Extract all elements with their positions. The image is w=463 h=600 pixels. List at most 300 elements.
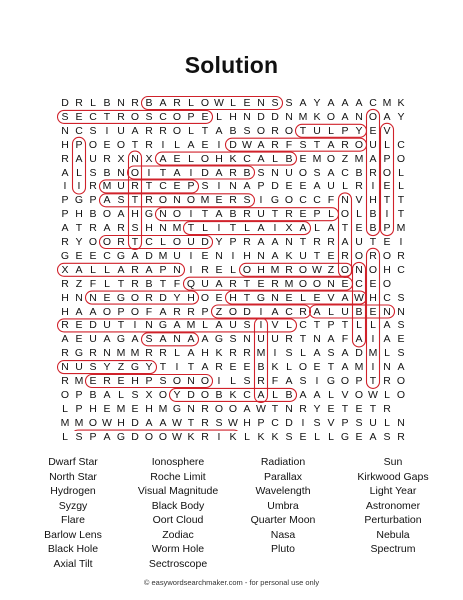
grid-letter: H bbox=[215, 152, 223, 165]
grid-letter: S bbox=[201, 180, 209, 193]
grid-letter: L bbox=[244, 222, 250, 235]
word-list-item: Hydrogen bbox=[50, 485, 96, 497]
grid-letter: E bbox=[383, 180, 391, 193]
grid-letter: M bbox=[200, 194, 210, 207]
grid-letter: T bbox=[159, 361, 167, 374]
grid-letter: R bbox=[145, 291, 153, 304]
grid-letter: U bbox=[313, 124, 321, 137]
grid-letter: A bbox=[271, 236, 279, 248]
grid-letter: Y bbox=[313, 97, 321, 109]
grid-letter: W bbox=[256, 402, 266, 415]
grid-letter: P bbox=[355, 375, 363, 387]
grid-letter: W bbox=[172, 430, 182, 443]
grid-letter: A bbox=[117, 208, 125, 221]
grid-letter: T bbox=[341, 319, 349, 332]
grid-letter: R bbox=[117, 110, 125, 123]
grid-letter: T bbox=[229, 222, 237, 235]
grid-letter: M bbox=[312, 152, 322, 165]
grid-letter: I bbox=[217, 138, 221, 151]
word-list-column bbox=[340, 455, 446, 557]
grid-letter: E bbox=[215, 194, 223, 207]
grid-letter: S bbox=[89, 361, 97, 374]
grid-letter: O bbox=[172, 110, 182, 123]
grid-letter: O bbox=[158, 194, 168, 207]
grid-letter: V bbox=[383, 124, 391, 137]
grid-letter: E bbox=[243, 361, 251, 374]
grid-letter: C bbox=[145, 236, 153, 248]
grid-letter: O bbox=[242, 263, 252, 276]
grid-letter: K bbox=[257, 430, 265, 443]
grid-letter: Z bbox=[75, 277, 83, 290]
grid-letter: R bbox=[75, 97, 83, 109]
grid-letter: R bbox=[243, 236, 251, 248]
grid-letter: U bbox=[341, 305, 349, 318]
grid-letter: N bbox=[243, 110, 251, 123]
grid-letter: A bbox=[103, 430, 111, 443]
grid-letter: S bbox=[243, 124, 251, 137]
grid-letter: I bbox=[217, 222, 221, 235]
grid-letter: G bbox=[158, 319, 168, 332]
grid-letter: E bbox=[229, 361, 237, 374]
grid-letter: C bbox=[299, 194, 307, 207]
grid-letter: A bbox=[187, 333, 195, 346]
grid-letter: A bbox=[327, 333, 335, 346]
grid-letter: U bbox=[75, 361, 83, 374]
grid-letter: R bbox=[243, 208, 251, 221]
grid-letter: R bbox=[327, 236, 335, 248]
grid-letter: A bbox=[271, 249, 279, 262]
grid-letter: R bbox=[61, 375, 69, 387]
grid-letter: A bbox=[313, 305, 321, 318]
word-list-item: Sectroscope bbox=[148, 557, 208, 570]
grid-letter: X bbox=[145, 152, 153, 165]
grid-letter: U bbox=[285, 166, 293, 179]
grid-letter: O bbox=[368, 110, 378, 123]
grid-letter: E bbox=[397, 333, 405, 346]
grid-letter: O bbox=[326, 152, 336, 165]
grid-letter: T bbox=[117, 319, 125, 332]
grid-letter: L bbox=[328, 208, 334, 221]
grid-letter: M bbox=[396, 222, 406, 235]
grid-letter: A bbox=[159, 333, 167, 346]
grid-letter: F bbox=[271, 375, 279, 387]
grid-letter: C bbox=[271, 416, 279, 429]
grid-letter: S bbox=[383, 430, 391, 443]
grid-letter: I bbox=[385, 208, 389, 221]
grid-letter: E bbox=[285, 180, 293, 193]
grid-letter: X bbox=[61, 263, 69, 276]
grid-letter: S bbox=[243, 375, 251, 387]
grid-letter: E bbox=[215, 263, 223, 276]
grid-letter: E bbox=[243, 97, 251, 109]
grid-letter: O bbox=[88, 236, 98, 248]
grid-letter: S bbox=[397, 319, 405, 332]
grid-letter: C bbox=[243, 152, 251, 165]
grid-letter: R bbox=[89, 222, 97, 235]
grid-letter: D bbox=[61, 97, 69, 109]
word-list-item: Black Body bbox=[151, 499, 205, 512]
grid-letter: E bbox=[341, 277, 349, 290]
word-list-item: Radiation bbox=[260, 456, 306, 468]
grid-letter: O bbox=[284, 124, 294, 137]
grid-letter: U bbox=[369, 138, 377, 151]
grid-letter: W bbox=[368, 388, 378, 401]
grid-letter: D bbox=[285, 416, 293, 429]
grid-letter: L bbox=[160, 236, 166, 248]
grid-letter: L bbox=[384, 416, 390, 429]
grid-letter: O bbox=[172, 208, 182, 221]
grid-letter: S bbox=[229, 333, 237, 346]
grid-letter: A bbox=[89, 305, 97, 318]
grid-letter: Z bbox=[327, 263, 335, 276]
grid-letter: U bbox=[201, 277, 209, 290]
grid-letter: M bbox=[186, 319, 196, 332]
grid-letter: F bbox=[285, 138, 293, 151]
grid-letter: X bbox=[285, 222, 293, 235]
grid-letter: O bbox=[130, 110, 140, 123]
grid-letter: R bbox=[201, 430, 209, 443]
grid-letter: H bbox=[383, 263, 391, 276]
word-list-item: Visual Magnitude bbox=[137, 485, 219, 497]
grid-letter: R bbox=[117, 236, 125, 248]
grid-letter: I bbox=[217, 430, 221, 443]
grid-letter: A bbox=[61, 222, 69, 235]
grid-letter: O bbox=[298, 263, 308, 276]
grid-letter: D bbox=[201, 166, 209, 179]
grid-letter: C bbox=[313, 194, 321, 207]
grid-letter: N bbox=[103, 347, 111, 360]
grid-letter: L bbox=[174, 347, 180, 360]
grid-letter: N bbox=[187, 375, 195, 387]
grid-letter: B bbox=[369, 208, 377, 221]
word-list-item: Pluto bbox=[271, 543, 295, 555]
grid-letter: A bbox=[257, 236, 265, 248]
grid-letter: M bbox=[74, 375, 84, 387]
grid-letter: R bbox=[131, 277, 139, 290]
grid-letter: A bbox=[257, 388, 265, 401]
grid-letter: A bbox=[313, 347, 321, 360]
grid-letter: L bbox=[398, 180, 404, 193]
grid-letter: I bbox=[147, 166, 151, 179]
grid-letter: N bbox=[257, 97, 265, 109]
grid-letter: N bbox=[397, 416, 405, 429]
word-list-item: North Star bbox=[49, 470, 97, 483]
grid-letter: A bbox=[257, 138, 265, 151]
grid-letter: O bbox=[214, 402, 224, 415]
grid-letter: U bbox=[117, 180, 125, 193]
grid-letter: P bbox=[327, 319, 335, 332]
grid-letter: U bbox=[103, 319, 111, 332]
grid-letter: A bbox=[61, 333, 69, 346]
grid-letter: Y bbox=[145, 361, 153, 374]
grid-letter: B bbox=[285, 388, 293, 401]
grid-letter: O bbox=[396, 375, 406, 387]
grid-letter: M bbox=[382, 97, 392, 109]
grid-letter: A bbox=[131, 124, 139, 137]
grid-letter: O bbox=[382, 166, 392, 179]
grid-letter: E bbox=[313, 291, 321, 304]
grid-letter: R bbox=[61, 347, 69, 360]
grid-letter: A bbox=[341, 236, 349, 248]
grid-letter: N bbox=[215, 249, 223, 262]
grid-letter: L bbox=[62, 430, 68, 443]
grid-letter: E bbox=[299, 208, 307, 221]
grid-letter: S bbox=[285, 97, 293, 109]
grid-letter: S bbox=[75, 430, 83, 443]
grid-letter: A bbox=[215, 124, 223, 137]
grid-letter: R bbox=[201, 402, 209, 415]
grid-letter: R bbox=[131, 180, 139, 193]
grid-letter: D bbox=[243, 305, 251, 318]
grid-letter: A bbox=[397, 361, 405, 374]
grid-letter: M bbox=[354, 361, 364, 374]
grid-letter: R bbox=[187, 305, 195, 318]
grid-letter: R bbox=[173, 305, 181, 318]
grid-letter: C bbox=[355, 277, 363, 290]
grid-letter: E bbox=[299, 430, 307, 443]
grid-letter: L bbox=[244, 430, 250, 443]
grid-letter: C bbox=[89, 110, 97, 123]
grid-letter: T bbox=[271, 208, 279, 221]
grid-letter: P bbox=[61, 208, 69, 221]
grid-letter: R bbox=[145, 194, 153, 207]
page-title: Solution bbox=[184, 52, 279, 78]
grid-letter: A bbox=[215, 166, 223, 179]
grid-letter: V bbox=[355, 194, 363, 207]
grid-letter: E bbox=[103, 291, 111, 304]
grid-letter: O bbox=[396, 388, 406, 401]
grid-letter: H bbox=[131, 208, 139, 221]
grid-letter: A bbox=[215, 319, 223, 332]
grid-letter: R bbox=[89, 347, 97, 360]
grid-letters bbox=[57, 95, 407, 443]
grid-letter: A bbox=[201, 361, 209, 374]
grid-letter: O bbox=[228, 402, 238, 415]
grid-letter: O bbox=[130, 305, 140, 318]
grid-letter: P bbox=[187, 110, 195, 123]
grid-letter: I bbox=[259, 319, 263, 332]
grid-letter: R bbox=[173, 97, 181, 109]
grid-letter: P bbox=[117, 305, 125, 318]
grid-letter: F bbox=[341, 333, 349, 346]
word-list-item: Sun bbox=[383, 456, 403, 468]
grid-letter: O bbox=[200, 152, 210, 165]
grid-letter: C bbox=[159, 180, 167, 193]
word-list-item: Kirkwood Gaps bbox=[357, 470, 429, 483]
grid-letter: R bbox=[117, 222, 125, 235]
grid-letter: I bbox=[189, 263, 193, 276]
grid-letter: I bbox=[371, 361, 375, 374]
grid-letter: A bbox=[257, 222, 265, 235]
grid-letter: O bbox=[354, 138, 364, 151]
grid-letter: P bbox=[75, 138, 83, 151]
grid-letter: L bbox=[356, 208, 362, 221]
grid-letter: P bbox=[89, 430, 97, 443]
grid-letter: L bbox=[90, 263, 96, 276]
grid-letter: B bbox=[355, 305, 363, 318]
grid-letter: V bbox=[327, 291, 335, 304]
grid-letter: L bbox=[314, 222, 320, 235]
grid-letter: T bbox=[187, 361, 195, 374]
grid-letter: Y bbox=[397, 110, 405, 123]
grid-letter: L bbox=[328, 388, 334, 401]
grid-letter: P bbox=[257, 416, 265, 429]
grid-letter: O bbox=[88, 416, 98, 429]
grid-letter: X bbox=[145, 388, 153, 401]
grid-letter: L bbox=[384, 347, 390, 360]
grid-letter: I bbox=[189, 166, 193, 179]
grid-letter: O bbox=[158, 388, 168, 401]
grid-letter: V bbox=[327, 416, 335, 429]
grid-letter: I bbox=[217, 180, 221, 193]
grid-letter: G bbox=[74, 347, 84, 360]
grid-letter: N bbox=[61, 124, 69, 137]
grid-letter: O bbox=[130, 291, 140, 304]
grid-letter: T bbox=[299, 124, 307, 137]
grid-letter: A bbox=[159, 97, 167, 109]
grid-letter: I bbox=[217, 375, 221, 387]
grid-letter: P bbox=[145, 375, 153, 387]
grid-letter: E bbox=[75, 319, 83, 332]
grid-letter: O bbox=[102, 236, 112, 248]
word-list-item: Zodiac bbox=[162, 528, 194, 541]
grid-letter: N bbox=[173, 263, 181, 276]
grid-letter: Y bbox=[215, 236, 223, 248]
grid-letter: O bbox=[200, 388, 210, 401]
grid-letter: K bbox=[187, 430, 195, 443]
grid-letter: D bbox=[229, 138, 237, 151]
grid-letter: A bbox=[271, 305, 279, 318]
grid-letter: A bbox=[75, 152, 83, 165]
word-list-column bbox=[230, 455, 336, 557]
grid-letter: T bbox=[299, 236, 307, 248]
grid-letter: A bbox=[187, 138, 195, 151]
grid-letter: F bbox=[173, 277, 181, 290]
grid-letter: I bbox=[371, 180, 375, 193]
grid-letter: T bbox=[369, 402, 377, 415]
grid-letter: L bbox=[62, 402, 68, 415]
grid-letter: E bbox=[369, 124, 377, 137]
grid-letter: M bbox=[284, 277, 294, 290]
grid-letter: O bbox=[200, 291, 210, 304]
grid-letter: U bbox=[89, 333, 97, 346]
grid-letter: Y bbox=[173, 291, 181, 304]
grid-letter: U bbox=[271, 333, 279, 346]
grid-letter: D bbox=[131, 416, 139, 429]
grid-letter: T bbox=[313, 249, 321, 262]
grid-letter: H bbox=[61, 305, 69, 318]
grid-letter: R bbox=[271, 138, 279, 151]
grid-letter: E bbox=[201, 249, 209, 262]
grid-letter: A bbox=[285, 375, 293, 387]
grid-letter: S bbox=[117, 194, 125, 207]
grid-letter: L bbox=[230, 263, 236, 276]
grid-letter: B bbox=[369, 222, 377, 235]
grid-letter: A bbox=[159, 416, 167, 429]
grid-letter: T bbox=[341, 222, 349, 235]
grid-letter: O bbox=[340, 263, 350, 276]
grid-letter: N bbox=[187, 402, 195, 415]
word-list-item: Nasa bbox=[270, 528, 296, 541]
word-list-item: Axial Tilt bbox=[53, 557, 93, 570]
grid-letter: B bbox=[103, 166, 111, 179]
grid-letter: T bbox=[397, 208, 405, 221]
word-list-item: Barlow Lens bbox=[44, 528, 102, 541]
grid-letter: N bbox=[355, 110, 363, 123]
grid-letter: B bbox=[145, 277, 153, 290]
grid-letter: N bbox=[89, 291, 97, 304]
grid-letter: O bbox=[172, 236, 182, 248]
grid-letter: S bbox=[299, 375, 307, 387]
word-list-item: Roche Limit bbox=[150, 470, 206, 483]
grid-letter: R bbox=[257, 375, 265, 387]
grid-letter: O bbox=[144, 430, 154, 443]
word-list-item: Dwarf Star bbox=[48, 456, 98, 468]
grid-letter: A bbox=[341, 291, 349, 304]
grid-letter: K bbox=[229, 388, 237, 401]
grid-letter: G bbox=[326, 375, 336, 387]
grid-letter: E bbox=[103, 138, 111, 151]
grid-letter: O bbox=[60, 388, 70, 401]
grid-letter: E bbox=[215, 291, 223, 304]
grid-letter: M bbox=[256, 347, 266, 360]
grid-letter: I bbox=[77, 180, 81, 193]
grid-letter: T bbox=[299, 333, 307, 346]
grid-letter: A bbox=[159, 305, 167, 318]
grid-letter: T bbox=[369, 375, 377, 387]
grid-letter: L bbox=[356, 319, 362, 332]
grid-letter: M bbox=[102, 180, 112, 193]
word-search-grid bbox=[57, 95, 407, 443]
grid-letter: Y bbox=[355, 124, 363, 137]
grid-letter: A bbox=[187, 347, 195, 360]
word-list-item: Oort Cloud bbox=[152, 514, 204, 526]
grid-letter: U bbox=[89, 152, 97, 165]
grid-letter: L bbox=[188, 97, 194, 109]
grid-letter: T bbox=[341, 402, 349, 415]
grid-letter: S bbox=[131, 388, 139, 401]
grid-letter: N bbox=[383, 361, 391, 374]
grid-letter: A bbox=[383, 110, 391, 123]
grid-letter: O bbox=[382, 277, 392, 290]
grid-letter: T bbox=[313, 138, 321, 151]
grid-letter: N bbox=[285, 402, 293, 415]
grid-letter: E bbox=[355, 222, 363, 235]
grid-letter: N bbox=[145, 319, 153, 332]
grid-letter: E bbox=[299, 180, 307, 193]
grid-letter: A bbox=[313, 180, 321, 193]
grid-letter: L bbox=[90, 97, 96, 109]
grid-letter: R bbox=[285, 208, 293, 221]
grid-letter: E bbox=[75, 249, 83, 262]
grid-letter: G bbox=[130, 361, 140, 374]
grid-letter: R bbox=[271, 277, 279, 290]
grid-letter: A bbox=[159, 152, 167, 165]
grid-letter: A bbox=[383, 333, 391, 346]
grid-letter: Q bbox=[186, 277, 196, 290]
grid-letter: M bbox=[60, 416, 70, 429]
grid-letter: P bbox=[313, 208, 321, 221]
grid-letter: P bbox=[341, 416, 349, 429]
grid-letter: H bbox=[145, 222, 153, 235]
grid-letter: S bbox=[89, 124, 97, 137]
grid-letter: T bbox=[383, 194, 391, 207]
grid-letter: R bbox=[131, 97, 139, 109]
grid-letter: H bbox=[61, 138, 69, 151]
grid-letter: D bbox=[271, 180, 279, 193]
grid-letter: O bbox=[102, 208, 112, 221]
grid-letter: H bbox=[117, 416, 125, 429]
